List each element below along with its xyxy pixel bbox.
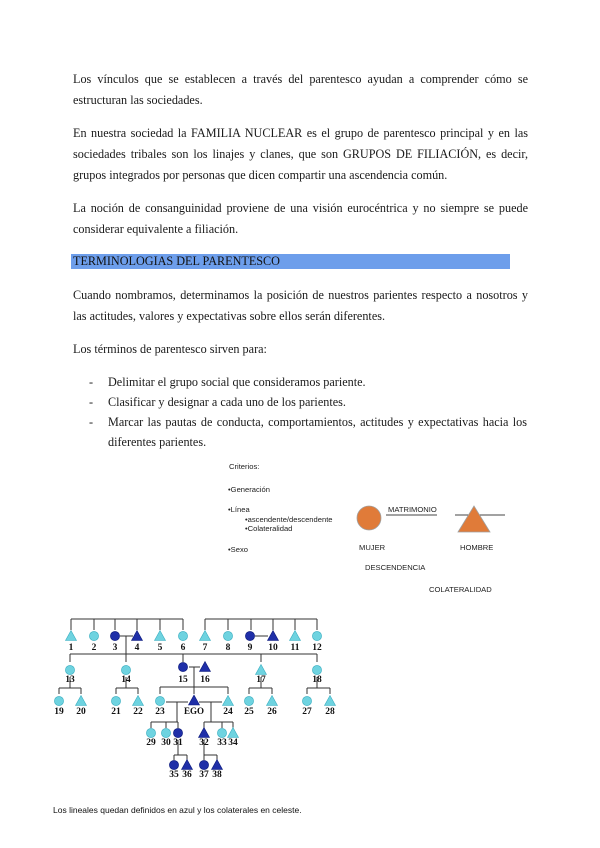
male-triangle-icon xyxy=(66,631,77,641)
kin-line xyxy=(71,619,183,630)
ego-label: EGO xyxy=(183,706,205,716)
family-paragraph: En nuestra sociedad la FAMILIA NUCLEAR es el grupo de parentesco principal y en las sociedades tribales son los linajes y clanes, que son GRUPOS DE FILIACIÓN, es decir, grupos integrados por personas que dicen compartir una ascendencia común. xyxy=(73,126,528,182)
kin-label: 1 xyxy=(68,643,74,653)
female-circle-icon xyxy=(199,760,208,769)
female-circle-icon xyxy=(217,728,226,737)
male-triangle-icon xyxy=(267,696,278,706)
female-circle-icon xyxy=(312,631,321,640)
kin-label: 4 xyxy=(134,643,140,653)
male-triangle-icon xyxy=(212,760,223,770)
kin-label: 6 xyxy=(180,643,186,653)
female-circle-icon xyxy=(244,696,253,705)
footnote: Los lineales quedan definidos en azul y los colaterales en celeste. xyxy=(53,805,302,815)
list-item-text: Marcar las pautas de conducta, comportamientos, actitudes y expectativas hacia los diferentes parientes. xyxy=(108,415,527,449)
criteria-linea: •Línea xyxy=(228,505,250,514)
criteria-linea-sub1: •ascendente/descendente xyxy=(245,515,333,524)
male-triangle-icon xyxy=(256,665,267,675)
kin-label: 28 xyxy=(325,707,335,717)
kin-label: 15 xyxy=(178,675,188,685)
male-triangle-icon xyxy=(155,631,166,641)
kin-label: 36 xyxy=(182,770,192,780)
list-item-text: Delimitar el grupo social que consideramos pariente. xyxy=(108,375,366,389)
ego-triangle-icon xyxy=(189,695,200,705)
male-triangle-icon xyxy=(200,631,211,641)
kin-label: 3 xyxy=(112,643,118,653)
kinship-labels xyxy=(54,643,335,780)
kin-label: 22 xyxy=(133,707,143,717)
female-circle-icon xyxy=(110,631,119,640)
kin-line xyxy=(160,687,228,694)
kin-label: 10 xyxy=(268,643,278,653)
female-circle-icon xyxy=(178,662,187,671)
bullet-dash: - xyxy=(89,395,94,409)
kin-label: 27 xyxy=(302,707,312,717)
female-circle-icon xyxy=(302,696,311,705)
intro-paragraph: Los vínculos que se establecen a través del parentesco ayudan a comprender cómo se estructuran las sociedades. xyxy=(73,72,528,107)
female-circle-icon xyxy=(169,760,178,769)
female-circle-icon xyxy=(121,665,130,674)
kin-label: 31 xyxy=(173,738,183,748)
kin-label: 35 xyxy=(169,770,179,780)
bullet-dash: - xyxy=(89,375,94,389)
terms-intro: Los términos de parentesco sirven para: xyxy=(73,342,267,356)
male-triangle-icon xyxy=(223,696,234,706)
kin-label: 16 xyxy=(200,675,210,685)
matrimonio-label: MATRIMONIO xyxy=(388,505,437,514)
kin-label: 21 xyxy=(111,707,121,717)
colateralidad-label: COLATERALIDAD xyxy=(429,585,492,594)
female-circle-icon xyxy=(312,665,321,674)
kin-label: 37 xyxy=(199,770,209,780)
kin-label: 23 xyxy=(155,707,165,717)
female-circle-icon xyxy=(245,631,254,640)
female-circle-icon xyxy=(178,631,187,640)
criteria-sexo: •Sexo xyxy=(228,545,248,554)
criteria-title: Criterios: xyxy=(229,462,260,471)
male-triangle-icon xyxy=(200,662,211,672)
female-circle-icon xyxy=(146,728,155,737)
consanguinity-paragraph: La noción de consanguinidad proviene de una visión eurocéntrica y no siempre se puede considerar equivalente a filiación. xyxy=(73,201,528,236)
male-triangle-icon xyxy=(182,760,193,770)
kin-label: 30 xyxy=(161,738,171,748)
mujer-label: MUJER xyxy=(359,543,386,552)
kin-label: 20 xyxy=(76,707,86,717)
descendencia-label: DESCENDENCIA xyxy=(365,563,426,572)
kin-line xyxy=(126,636,261,654)
criteria-linea-sub2: •Colateralidad xyxy=(245,524,293,533)
female-circle-icon xyxy=(223,631,232,640)
male-triangle-icon xyxy=(76,696,87,706)
kin-label: 29 xyxy=(146,738,156,748)
section-heading: TERMINOLOGIAS DEL PARENTESCO xyxy=(71,254,510,269)
female-circle-icon xyxy=(155,696,164,705)
kin-label: 7 xyxy=(202,643,208,653)
kin-label: 38 xyxy=(212,770,222,780)
kin-label: 12 xyxy=(312,643,322,653)
kin-label: 2 xyxy=(91,643,97,653)
kin-label: 32 xyxy=(199,738,209,748)
male-triangle-icon xyxy=(228,728,239,738)
kin-label: 17 xyxy=(256,675,266,685)
kin-line xyxy=(205,619,317,630)
naming-paragraph: Cuando nombramos, determinamos la posición de nuestros parientes respecto a nosotros y las actitudes, valores y expectativas sobre ellos serán diferentes. xyxy=(73,288,528,323)
kin-label: 11 xyxy=(290,643,300,653)
kin-label: 25 xyxy=(244,707,254,717)
male-triangle-icon xyxy=(268,631,279,641)
female-circle-icon xyxy=(89,631,98,640)
list-item-text: Clasificar y designar a cada uno de los parientes. xyxy=(108,395,346,409)
kinship-lines xyxy=(59,619,330,760)
male-triangle-icon xyxy=(325,696,336,706)
hombre-label: HOMBRE xyxy=(460,543,494,552)
kin-label: 18 xyxy=(312,675,322,685)
kin-label: 19 xyxy=(54,707,64,717)
criteria-generacion: •Generación xyxy=(228,485,270,494)
male-triangle-icon xyxy=(199,728,210,738)
female-circle-icon xyxy=(161,728,170,737)
bullet-dash: - xyxy=(89,415,94,429)
male-triangle-icon xyxy=(290,631,301,641)
male-triangle-icon xyxy=(132,631,143,641)
kin-label: 14 xyxy=(121,675,131,685)
female-circle-icon xyxy=(54,696,63,705)
kin-label: 26 xyxy=(267,707,277,717)
female-circle-icon xyxy=(65,665,74,674)
female-circle-icon xyxy=(111,696,120,705)
female-circle-icon xyxy=(173,728,182,737)
kin-label: 33 xyxy=(217,738,227,748)
kin-line xyxy=(70,654,317,662)
kin-label: 13 xyxy=(65,675,75,685)
kin-label: 34 xyxy=(228,738,238,748)
male-triangle-icon xyxy=(133,696,144,706)
kin-label: 9 xyxy=(247,643,253,653)
kin-label: 24 xyxy=(223,707,233,717)
kin-label: 5 xyxy=(157,643,163,653)
kin-label: 8 xyxy=(225,643,231,653)
